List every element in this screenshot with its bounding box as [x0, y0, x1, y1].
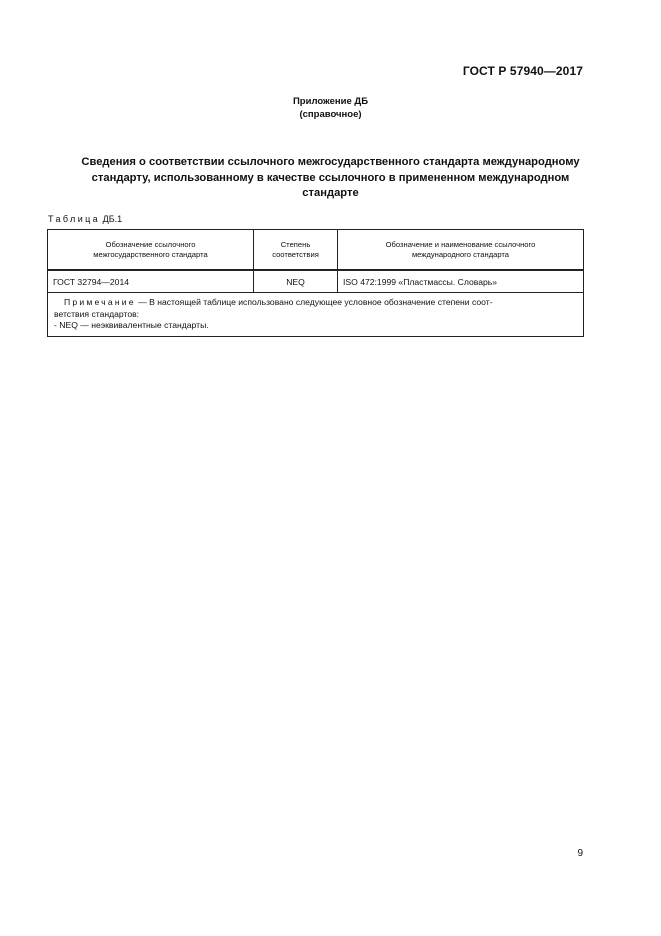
table-row [48, 270, 584, 293]
cell-interstate-standard: ГОСТ 32794—2014 [48, 270, 254, 293]
note-text: — В настоящей таблице использовано следующее условное обозначение степени соот- [135, 297, 493, 307]
cell-international-standard: ISO 472:1999 «Пластмассы. Словарь» [338, 270, 584, 293]
note-label: Примечание [64, 297, 136, 307]
note-line-2: ветствия стандартов: [54, 308, 140, 319]
table-header-row [48, 230, 584, 271]
note-line-1 [54, 297, 577, 309]
table-note [48, 293, 584, 337]
column-header-line: Обозначение и наименование ссылочного [385, 239, 536, 249]
appendix-title: Приложение ДБ [292, 96, 369, 107]
table-caption-label: Таблица [48, 214, 101, 224]
column-header-interstate-standard [48, 230, 254, 271]
table-note-row [48, 293, 584, 337]
note-line-3: - NEQ — неэквивалентные стандарты. [54, 320, 209, 330]
column-header-international-standard [338, 230, 584, 271]
column-header-line: соответствия [272, 249, 319, 259]
column-header-degree [254, 230, 338, 271]
section-title-line-1: Сведения о соответствии ссылочного межгосударственного стандарта международному [81, 156, 580, 168]
section-title-line-3: стандарте [302, 187, 359, 199]
column-header-line: Обозначение ссылочного [105, 239, 196, 249]
table-caption [48, 214, 122, 224]
cell-degree: NEQ [254, 270, 338, 293]
page-number: 9 [577, 848, 583, 859]
table-caption-id: ДБ.1 [102, 214, 123, 224]
column-header-line: межгосударственного стандарта [93, 249, 208, 259]
standard-number: ГОСТ Р 57940—2017 [462, 64, 583, 78]
appendix-subtitle: (справочное) [299, 108, 362, 120]
section-title [60, 155, 601, 202]
appendix-heading [0, 96, 661, 121]
column-header-line: международного стандарта [411, 249, 510, 259]
column-header-line: Степень [280, 239, 311, 249]
section-title-line-2: стандарту, использованному в качестве ссылочного в примененном международном [91, 171, 570, 184]
correspondence-table [47, 229, 584, 337]
